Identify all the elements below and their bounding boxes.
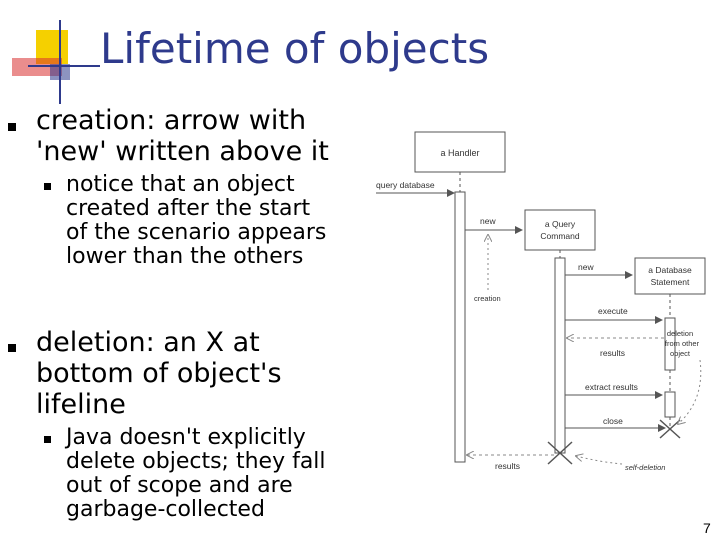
database-statement-box (635, 258, 705, 294)
deletion-pointer (678, 360, 701, 424)
message-label: close (603, 416, 623, 426)
annotation-label: self-deletion (625, 463, 666, 472)
sub-bullet-marker (44, 183, 51, 190)
self-deletion-pointer (576, 456, 622, 464)
sub-bullet-marker (44, 436, 51, 443)
sub-bullet-line: of the scenario appears (66, 220, 327, 245)
sub-bullet-line: Java doesn't explicitly (66, 425, 306, 450)
annotation-label: creation (474, 294, 501, 303)
bullet-1-line: 'new' written above it (36, 136, 329, 167)
sub-bullet-line: delete objects; they fall (66, 449, 326, 474)
sequence-diagram (370, 120, 720, 480)
query-command-label: Command (540, 231, 580, 241)
sub-bullet-line: notice that an object (66, 172, 295, 197)
message-label: execute (598, 306, 628, 316)
sub-bullet-line: created after the start (66, 196, 311, 221)
bullet-1-line: creation: arrow with (36, 105, 307, 136)
bullet-2-subtext (66, 426, 326, 522)
database-statement-label: a Database (648, 265, 692, 275)
message-label: results (600, 348, 626, 358)
database-statement-label: Statement (650, 277, 690, 287)
annotation-label: from other (664, 339, 700, 348)
handler-label: a Handler (440, 148, 480, 158)
bullet-1-subtext (66, 173, 326, 269)
annotation-label: object (669, 349, 691, 358)
annotation-label: deletion (666, 329, 694, 338)
bullet-marker (8, 123, 16, 131)
sub-bullet-line: lower than the others (66, 244, 304, 269)
bullet-marker (8, 344, 16, 352)
bullet-2-text (36, 327, 282, 420)
slide-title: Lifetime of objects (100, 24, 490, 73)
bullet-2-line: bottom of object's (36, 358, 282, 389)
sub-bullet-line: garbage-collected (66, 497, 265, 522)
message-label: new (480, 216, 496, 226)
bullet-2-line: deletion: an X at (36, 327, 260, 358)
handler-activation (455, 192, 465, 462)
page-number: 7 (703, 520, 711, 536)
bullet-2-line: lifeline (36, 389, 126, 420)
bullet-1-text (36, 105, 329, 167)
sub-bullet-line: out of scope and are (66, 473, 293, 498)
message-label: new (578, 262, 594, 272)
query-command-box (525, 210, 595, 250)
message-label: extract results (585, 382, 638, 392)
message-label: results (495, 461, 521, 471)
message-label: query database (376, 180, 435, 190)
query-activation (555, 258, 565, 453)
logo-graphic (0, 0, 100, 110)
statement-activation-2 (665, 392, 675, 417)
query-command-label: a Query (544, 219, 576, 229)
